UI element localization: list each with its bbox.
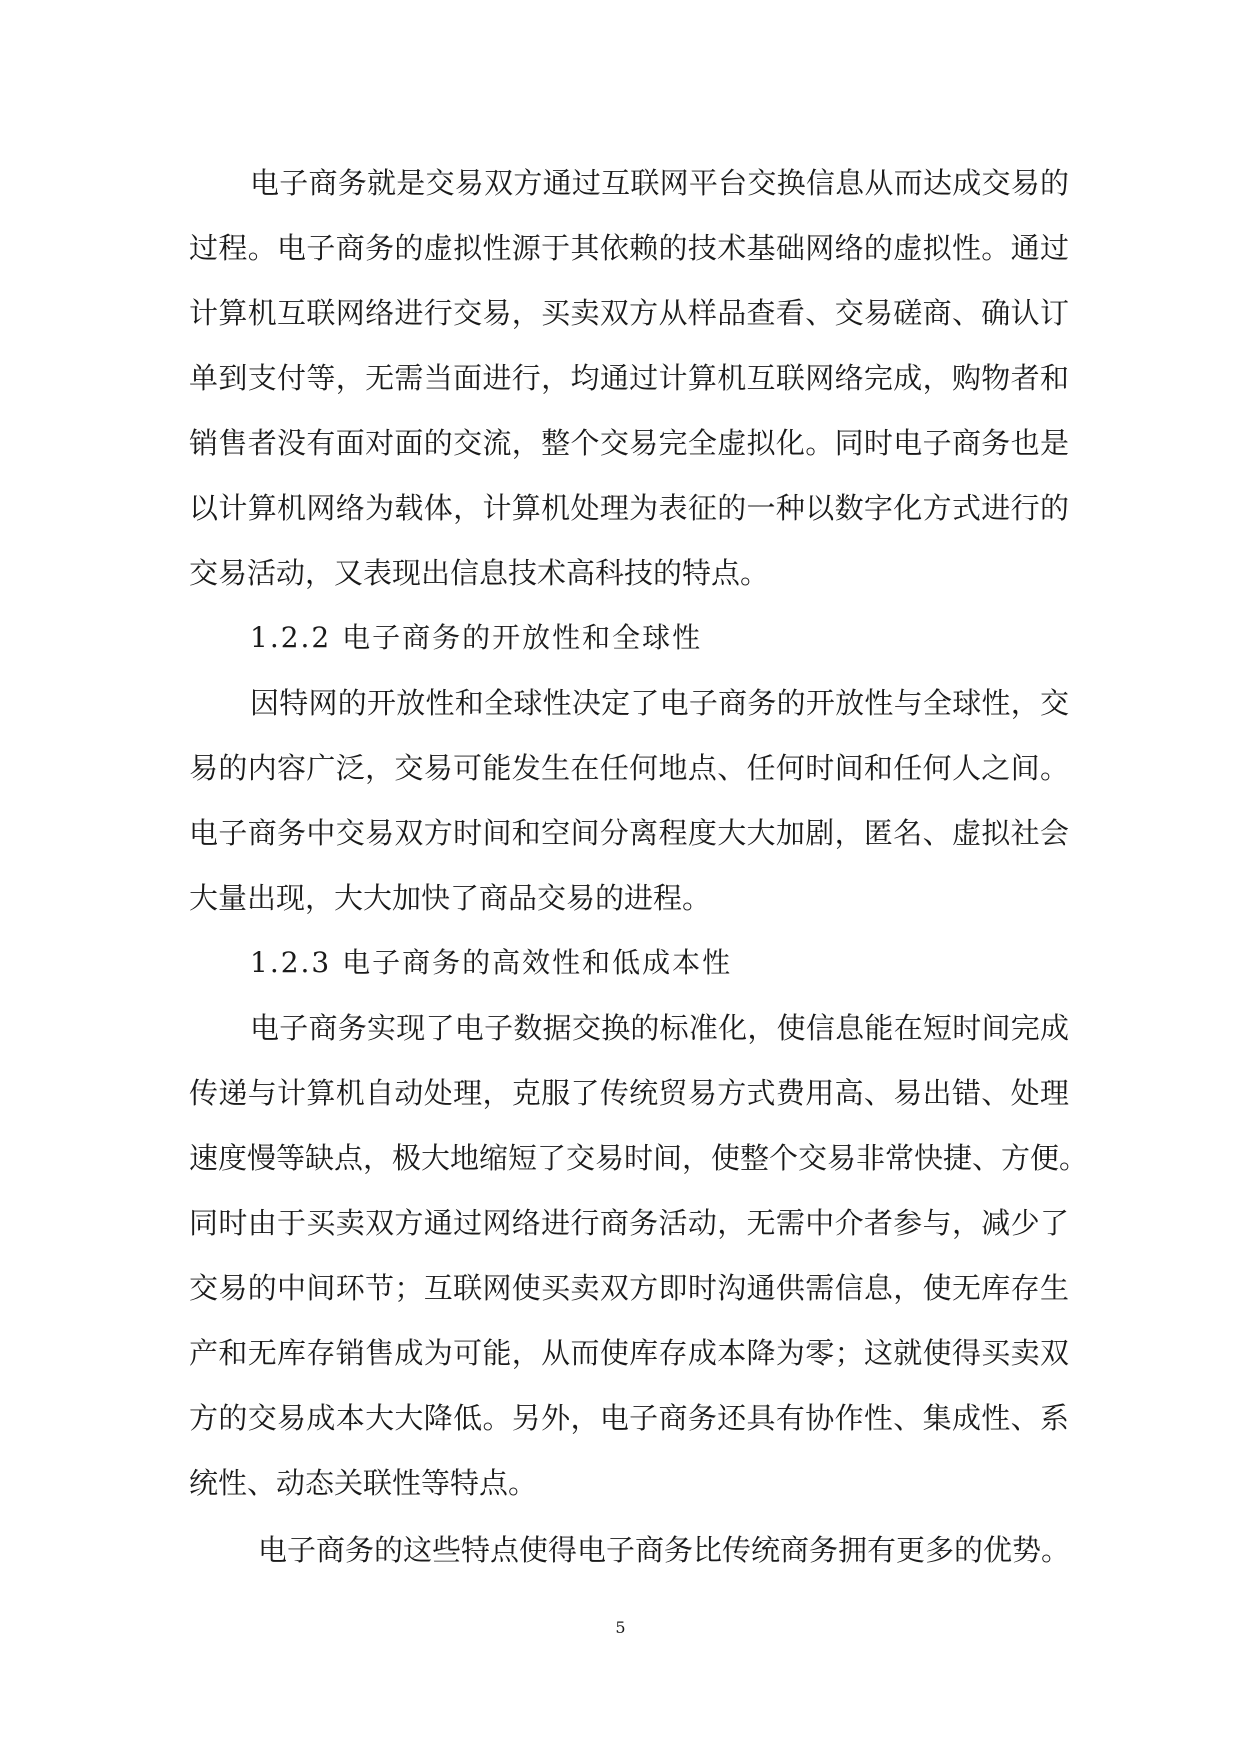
- paragraph-line: 电子商务的这些特点使得电子商务比传统商务拥有更多的优势。: [258, 1533, 1071, 1567]
- paragraph-line: 易的内容广泛，交易可能发生在任何地点、任何时间和任何人之间。: [189, 751, 1069, 785]
- section-heading-1-2-3: 1.2.3 电子商务的高效性和低成本性: [250, 946, 733, 979]
- paragraph-line: 电子商务就是交易双方通过互联网平台交换信息从而达成交易的: [250, 166, 1069, 200]
- paragraph-line: 单到支付等，无需当面进行，均通过计算机互联网络完成，购物者和: [189, 361, 1069, 395]
- paragraph-line: 方的交易成本大大降低。另外，电子商务还具有协作性、集成性、系: [189, 1401, 1069, 1435]
- paragraph-line: 销售者没有面对面的交流，整个交易完全虚拟化。同时电子商务也是: [189, 426, 1069, 460]
- paragraph-line: 同时由于买卖双方通过网络进行商务活动，无需中介者参与，减少了: [189, 1206, 1069, 1240]
- paragraph-line: 因特网的开放性和全球性决定了电子商务的开放性与全球性，交: [250, 686, 1069, 720]
- paragraph-line: 统性、动态关联性等特点。: [189, 1466, 538, 1500]
- paragraph-line: 以计算机网络为载体，计算机处理为表征的一种以数字化方式进行的: [189, 491, 1069, 525]
- paragraph-line: 电子商务中交易双方时间和空间分离程度大大加剧，匿名、虚拟社会: [189, 816, 1069, 850]
- paragraph-line: 过程。电子商务的虚拟性源于其依赖的技术基础网络的虚拟性。通过: [189, 231, 1069, 265]
- paragraph-line: 大量出现，大大加快了商品交易的进程。: [189, 881, 712, 915]
- section-heading-1-2-2: 1.2.2 电子商务的开放性和全球性: [250, 621, 703, 654]
- paragraph-line: 电子商务实现了电子数据交换的标准化，使信息能在短时间完成: [250, 1011, 1069, 1045]
- paragraph-line: 交易的中间环节；互联网使买卖双方即时沟通供需信息，使无库存生: [189, 1271, 1069, 1305]
- paragraph-line: 速度慢等缺点，极大地缩短了交易时间，使整个交易非常快捷、方便。: [189, 1141, 1089, 1175]
- paragraph-line: 计算机互联网络进行交易，买卖双方从样品查看、交易磋商、确认订: [189, 296, 1069, 330]
- paragraph-line: 传递与计算机自动处理，克服了传统贸易方式费用高、易出错、处理: [189, 1076, 1069, 1110]
- paragraph-line: 产和无库存销售成为可能，从而使库存成本降为零；这就使得买卖双: [189, 1336, 1069, 1370]
- page-number: 5: [615, 1618, 626, 1637]
- paragraph-line: 交易活动，又表现出信息技术高科技的特点。: [189, 556, 770, 590]
